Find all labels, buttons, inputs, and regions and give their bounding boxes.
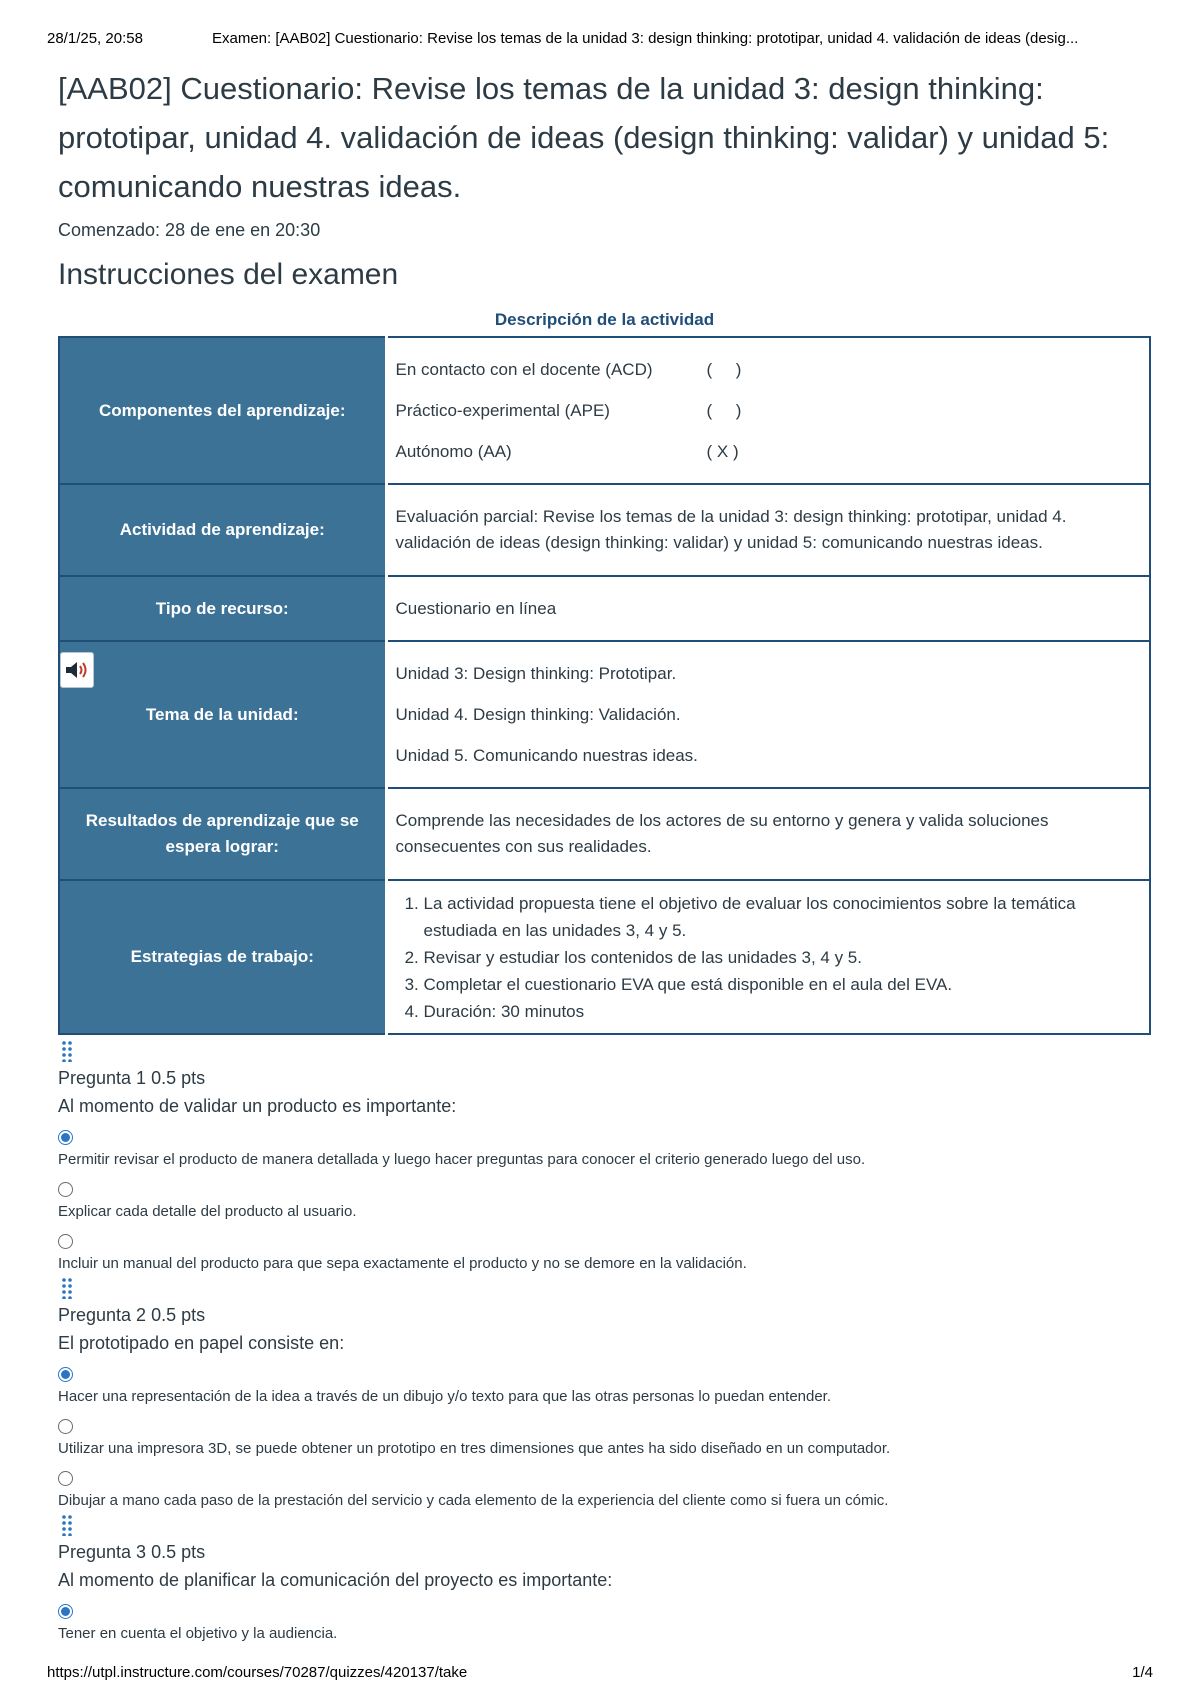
component-line [396,390,1142,431]
strategy-item: 2. Revisar y estudiar los contenidos de las unidades 3, 4 y 5. [424,944,1142,971]
print-header [47,30,1153,54]
drag-handle-icon[interactable] [58,1040,78,1062]
answer-text[interactable]: Permitir revisar el producto de manera detallada y luego hacer preguntas para conocer el criterio generado luego del uso. [58,1151,866,1168]
row-resource [59,576,1150,641]
radio-button[interactable] [58,1419,73,1434]
question-3 [58,1514,1151,1644]
components-label: Componentes del aprendizaje: [59,337,386,484]
topic-label: Tema de la unidad: [145,704,299,724]
answer-text[interactable]: Explicar cada detalle del producto al usuario. [58,1203,357,1220]
speaker-icon-graphic [64,659,90,681]
row-strategies [59,880,1150,1034]
strategies-value [386,880,1150,1034]
question-2 [58,1277,1151,1511]
answer-text[interactable]: Tener en cuenta el objetivo y la audiencia. [58,1625,338,1642]
print-url: https://utpl.instructure.com/courses/70287/quizzes/420137/take [47,1664,468,1681]
radio-button-selected[interactable] [58,1604,73,1619]
strategy-item: 3. Completar el cuestionario EVA que está disponible en el aula del EVA. [424,971,1142,998]
print-page-number: 1/4 [1132,1664,1153,1681]
row-components [59,337,1150,484]
component-line [396,349,1142,390]
print-doc-title: Examen: [AAB02] Cuestionario: Revise los temas de la unidad 3: design thinking: prototipar, unidad 4. validación de ideas (desig... [212,30,1079,47]
row-results [59,788,1150,880]
activity-caption: Descripción de la actividad [494,310,715,329]
resource-value: Cuestionario en línea [386,576,1150,641]
topic-label-cell [59,641,386,788]
question-header: Pregunta 1 0.5 pts [58,1068,206,1088]
radio-button[interactable] [58,1234,73,1249]
resource-label: Tipo de recurso: [59,576,386,641]
component-name: Autónomo (AA) [395,441,512,461]
print-date: 28/1/25, 20:58 [47,30,143,47]
component-mark: ( X ) [706,441,739,461]
question-text: El prototipado en papel consiste en: [58,1333,345,1353]
answer-option[interactable] [58,1604,1151,1644]
component-name: En contacto con el docente (ACD) [395,359,653,379]
topic-value [386,641,1150,788]
answer-text[interactable]: Hacer una representación de la idea a través de un dibujo y/o texto para que las otras personas lo puedan entender. [58,1388,832,1405]
results-value: Comprende las necesidades de los actores de su entorno y genera y valida soluciones consecuentes con sus realidades. [386,788,1150,880]
question-header: Pregunta 3 0.5 pts [58,1542,206,1562]
speaker-icon[interactable] [60,652,94,688]
started-timestamp: Comenzado: 28 de ene en 20:30 [58,220,321,240]
page-title: [AAB02] Cuestionario: Revise los temas de la unidad 3: design thinking: prototipar, unidad 4. validación de ideas (design thinking: validar) y unidad 5: comunicando nuestras ideas. [58,71,1110,204]
answer-text[interactable]: Utilizar una impresora 3D, se puede obtener un prototipo en tres dimensiones que antes ha sido diseñado en un computador. [58,1440,891,1457]
print-footer [47,1664,1153,1686]
answer-option[interactable] [58,1471,1151,1511]
activity-value: Evaluación parcial: Revise los temas de la unidad 3: design thinking: prototipar, unidad 4. validación de ideas (design thinking: validar) y unidad 5: comunicando nuestras ideas. [386,484,1150,576]
component-name: Práctico-experimental (APE) [395,400,610,420]
components-value [386,337,1150,484]
topic-item: Unidad 5. Comunicando nuestras ideas. [395,745,698,765]
radio-button-selected[interactable] [58,1367,73,1382]
strategy-item: 1. La actividad propuesta tiene el objetivo de evaluar los conocimientos sobre la temática estudiada en las unidades 3, 4 y 5. [424,890,1142,944]
row-activity [59,484,1150,576]
question-text: Al momento de planificar la comunicación del proyecto es importante: [58,1570,613,1590]
component-line [396,431,1142,472]
component-mark: ( ) [706,400,742,420]
activity-label: Actividad de aprendizaje: [59,484,386,576]
strategies-label: Estrategias de trabajo: [59,880,386,1034]
question-header: Pregunta 2 0.5 pts [58,1305,206,1325]
drag-handle-icon[interactable] [58,1277,78,1299]
instructions-heading: Instrucciones del examen [58,258,399,291]
activity-table [58,336,1151,1035]
topic-item: Unidad 4. Design thinking: Validación. [395,704,681,724]
answer-option[interactable] [58,1367,1151,1407]
answer-option[interactable] [58,1419,1151,1459]
drag-handle-icon[interactable] [58,1514,78,1536]
question-1 [58,1040,1151,1274]
radio-button-selected[interactable] [58,1130,73,1145]
row-topic [59,641,1150,788]
results-label: Resultados de aprendizaje que se espera lograr: [59,788,386,880]
topic-item: Unidad 3: Design thinking: Prototipar. [395,663,677,683]
component-mark: ( ) [706,359,742,379]
answer-option[interactable] [58,1182,1151,1222]
strategies-list [396,890,1142,1025]
answer-option[interactable] [58,1130,1151,1170]
radio-button[interactable] [58,1182,73,1197]
answer-option[interactable] [58,1234,1151,1274]
question-text: Al momento de validar un producto es importante: [58,1096,457,1116]
answer-text[interactable]: Dibujar a mano cada paso de la prestación del servicio y cada elemento de la experiencia del cliente como si fuera un cómic. [58,1492,889,1509]
strategy-item: 4. Duración: 30 minutos [424,998,1142,1025]
answer-text[interactable]: Incluir un manual del producto para que sepa exactamente el producto y no se demore en la validación. [58,1255,747,1272]
radio-button[interactable] [58,1471,73,1486]
